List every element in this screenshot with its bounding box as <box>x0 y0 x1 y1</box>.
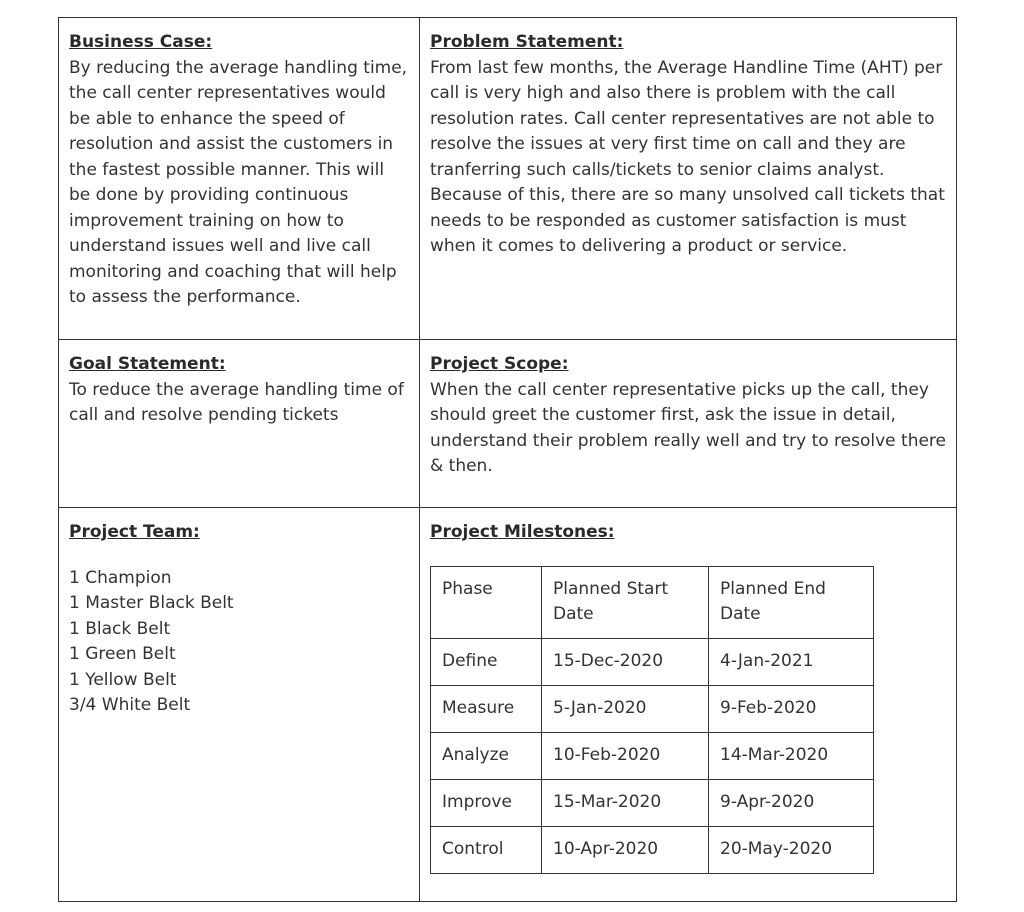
start-date-cell: 10-Apr-2020 <box>542 826 709 873</box>
column-header-end: Planned End Date <box>709 566 874 638</box>
start-date-cell: 10-Feb-2020 <box>542 732 709 779</box>
business-case-cell <box>59 18 420 340</box>
team-member: 3/4 White Belt <box>69 695 191 715</box>
column-header-start: Planned Start Date <box>542 566 709 638</box>
goal-statement-cell <box>59 340 420 508</box>
project-charter-table <box>58 17 957 902</box>
goal-statement-heading: Goal Statement: <box>69 354 226 374</box>
charter-row-1 <box>59 18 957 340</box>
project-scope-cell <box>420 340 957 508</box>
milestones-header-row <box>431 566 874 638</box>
table-row <box>431 779 874 826</box>
column-header-phase: Phase <box>431 566 542 638</box>
project-scope-heading: Project Scope: <box>430 354 569 374</box>
phase-cell: Control <box>431 826 542 873</box>
team-member: 1 Champion <box>69 567 172 588</box>
phase-cell: Analyze <box>431 732 542 779</box>
end-date-cell: 9-Feb-2020 <box>709 685 874 732</box>
project-team-list <box>69 566 409 719</box>
table-row <box>431 826 874 873</box>
charter-row-3 <box>59 508 957 902</box>
milestones-table <box>430 566 874 874</box>
end-date-cell: 20-May-2020 <box>709 826 874 873</box>
problem-statement-heading: Problem Statement: <box>430 32 624 52</box>
goal-statement-text: To reduce the average handling time of call and resolve pending tickets <box>69 379 404 425</box>
start-date-cell: 5-Jan-2020 <box>542 685 709 732</box>
end-date-cell: 9-Apr-2020 <box>709 779 874 826</box>
phase-cell: Define <box>431 638 542 685</box>
business-case-heading: Business Case: <box>69 32 213 52</box>
team-member: 1 Master Black Belt <box>69 593 234 613</box>
project-milestones-cell <box>420 508 957 902</box>
project-milestones-heading: Project Milestones: <box>430 522 615 542</box>
project-scope-text: When the call center representative picks up the call, they should greet the customer first, ask the issue in detail, understand their problem really well and try to resolve there & then. <box>430 379 947 476</box>
team-member: 1 Yellow Belt <box>69 669 177 690</box>
table-row <box>431 638 874 685</box>
phase-cell: Improve <box>431 779 542 826</box>
table-row <box>431 685 874 732</box>
phase-cell: Measure <box>431 685 542 732</box>
business-case-text: By reducing the average handling time, the call center representatives would be able to enhance the speed of resolution and assist the customers in the fastest possible manner. This will be done by providing continuous improvement training on how to understand issues well and live call monitoring and coaching that will help to assess the performance. <box>69 57 408 307</box>
project-team-cell <box>59 508 420 902</box>
problem-statement-cell <box>420 18 957 340</box>
charter-row-2 <box>59 340 957 508</box>
team-member: 1 Green Belt <box>69 644 176 664</box>
end-date-cell: 14-Mar-2020 <box>709 732 874 779</box>
team-member: 1 Black Belt <box>69 618 171 639</box>
project-team-heading: Project Team: <box>69 522 200 542</box>
start-date-cell: 15-Mar-2020 <box>542 779 709 826</box>
problem-statement-text: From last few months, the Average Handline Time (AHT) per call is very high and also there is problem with the call resolution rates. Call center representatives are not able to resolve the issues at very first time on call and they are tranferring such calls/tickets to senior claims analyst. Because of this, there are so many unsolved call tickets that needs to be responded as customer satisfaction is must when it comes to delivering a product or service. <box>430 57 945 256</box>
end-date-cell: 4-Jan-2021 <box>709 638 874 685</box>
table-row <box>431 732 874 779</box>
start-date-cell: 15-Dec-2020 <box>542 638 709 685</box>
